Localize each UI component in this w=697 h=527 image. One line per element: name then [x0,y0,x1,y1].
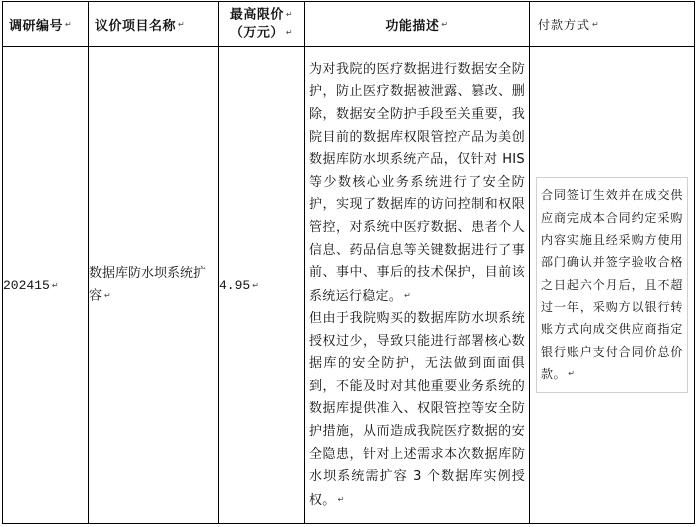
header-price-line1: 最高限价 [229,7,284,22]
header-code-label: 调研编号 [9,18,64,34]
description-text [305,58,529,512]
paragraph-mark-icon: ↵ [441,19,449,29]
description-paragraph [309,59,525,308]
paragraph-mark-icon: ↵ [337,494,345,504]
description-p2: 但由于我院购买的数据库防水坝系统授权过少，导致只能进行部署核心数据库的安全防护，无法做到面面俱到，不能及时对其他重要业务系统的数据库提供准入、权限管控等安全防护措施，从而造成我院医疗数据的安全隐患，针对上述需求本次数据库防水坝系统需扩容 3 个数据库实例授权。 [309,311,525,508]
row-price: 4.95 [219,277,251,293]
header-payment [530,2,695,47]
paragraph-mark-icon: ↵ [104,290,111,300]
header-desc [305,2,530,47]
header-price [219,2,305,47]
paragraph-mark-icon: ↵ [65,19,73,29]
payment-textbox [536,177,688,392]
description-p1: 为对我院的医疗数据进行数据安全防护，防止医疗数据被泄露、篡改、删除，数据安全防护手段至关重要，我院目前的数据库权限管控产品为美创数据库防水坝系统产品，仅针对 HIS 等少数核心业务系统进行了安全防护，实现了数据库的访问控制和权限管控，对系统中医疗数据、患者个人信息、药品信息等关键数据进行了事前、事中、事后的技术保护，目前该系统运行稳定。 [309,61,525,304]
cell-code [3,47,89,524]
header-code [3,2,89,47]
paragraph-mark-icon: ↵ [252,280,259,290]
paragraph-mark-icon: ↵ [285,28,294,37]
paragraph-mark-icon: ↵ [592,19,600,29]
paragraph-mark-icon: ↵ [51,280,59,290]
row-name: 数据库防水坝系统扩容 [89,265,207,304]
paragraph-mark-icon: ↵ [285,9,294,19]
header-price-line2: （万元） [229,25,284,41]
header-payment-label: 付款方式 [538,17,591,32]
paragraph-mark-icon: ↵ [404,290,412,300]
header-name-label: 议价项目名称 [95,18,177,34]
row-code: 202415 [3,277,50,293]
payment-text: 合同签订生效并在成交供应商完成本合同约定采购内容实施且经采购方使用部门确认并签字验收合格之日起六个月后，且不超过一年，采购方以银行转账方式向成交供应商指定银行账户支付合同价总价款。 [541,188,683,381]
paragraph-mark-icon: ↵ [178,19,186,29]
table-row [3,47,695,524]
header-name [89,2,219,47]
header-desc-label: 功能描述 [385,18,440,34]
description-paragraph [309,308,525,512]
cell-description [305,47,530,524]
header-row [3,2,695,47]
cell-name [89,47,219,524]
procurement-table [2,1,695,524]
paragraph-mark-icon: ↵ [568,369,576,379]
cell-price [219,47,305,524]
cell-payment [530,47,695,524]
